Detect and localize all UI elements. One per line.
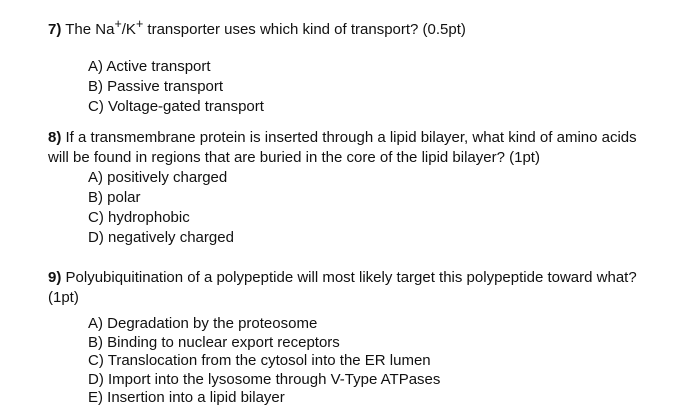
- question-9-option-e: E) Insertion into a lipid bilayer: [88, 389, 285, 406]
- question-7-option-c: C) Voltage-gated transport: [88, 98, 264, 115]
- question-8-option-d: D) negatively charged: [88, 229, 234, 246]
- question-7-text: [48, 14, 648, 40]
- question-7-option-a: A) Active transport: [88, 58, 211, 75]
- question-9-body: Polyubiquitination of a polypeptide will most likely target this polypeptide toward what? (1pt): [48, 269, 637, 306]
- question-8-option-c: C) hydrophobic: [88, 209, 190, 226]
- question-9-text: [48, 268, 648, 308]
- question-8: [48, 128, 648, 248]
- question-8-number: 8): [48, 129, 62, 146]
- question-7-text-mid: /K: [121, 21, 136, 38]
- question-9-options: [48, 315, 648, 408]
- question-7-number: 7): [48, 21, 62, 38]
- question-9-option-c: C) Translocation from the cytosol into the ER lumen: [88, 352, 431, 369]
- question-8-options: [48, 168, 648, 248]
- question-7-option-b: B) Passive transport: [88, 78, 224, 95]
- question-9-number: 9): [48, 269, 62, 286]
- question-9-option-b: B) Binding to nuclear export receptors: [88, 333, 340, 351]
- question-9-option-d: D) Import into the lysosome through V-Type ATPases: [88, 370, 441, 388]
- question-7-options: [48, 57, 648, 117]
- sodium-charge: +: [114, 17, 122, 31]
- question-7: [48, 14, 648, 117]
- question-8-option-b: B) polar: [88, 189, 141, 206]
- question-8-option-a: A) positively charged: [88, 169, 228, 186]
- question-7-text-end: transporter uses which kind of transport? (0.5pt): [143, 21, 466, 38]
- question-8-body: If a transmembrane protein is inserted through a lipid bilayer, what kind of amino acids will be found in regions that are buried in the core of the lipid bilayer? (1pt): [48, 129, 637, 166]
- question-9: [48, 268, 648, 408]
- question-8-text: [48, 128, 648, 168]
- question-9-option-a: A) Degradation by the proteosome: [88, 315, 318, 332]
- question-7-text-start: The Na: [61, 21, 115, 38]
- potassium-charge: +: [135, 17, 144, 31]
